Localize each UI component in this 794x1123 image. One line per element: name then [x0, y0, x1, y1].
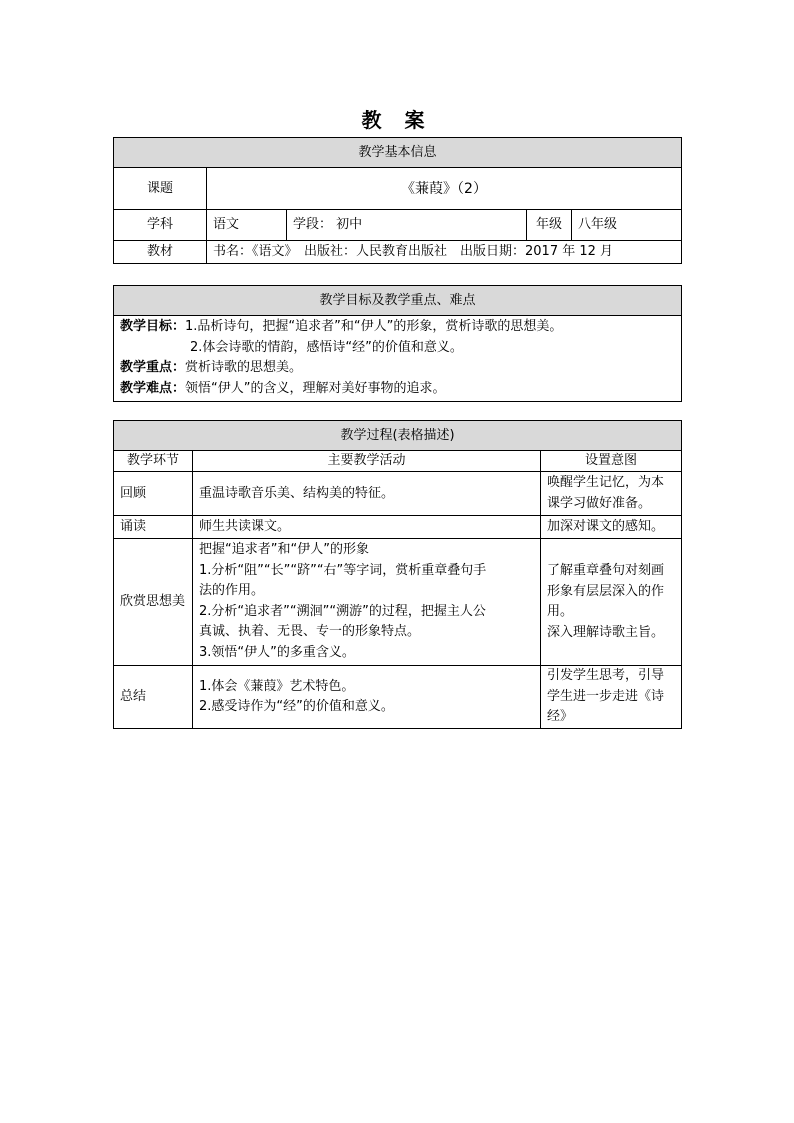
subject-label: 学科	[114, 210, 207, 241]
key-value: 赏析诗歌的思想美。	[185, 360, 303, 375]
subject-value: 语文	[207, 210, 287, 241]
process-header: 教学过程(表格描述)	[114, 421, 682, 451]
goals-table	[113, 285, 682, 402]
col-intent-header: 设置意图	[541, 451, 682, 472]
intent-cell	[541, 539, 682, 666]
activity-line: 重温诗歌音乐美、结构美的特征。	[199, 485, 395, 501]
intent-cell	[541, 666, 682, 729]
intent-line: 用。	[547, 604, 574, 619]
goals-body	[114, 316, 682, 402]
activity-line: 1.分析“阻”“长”“跻”“右”等字词，赏析重章叠句手	[199, 562, 487, 578]
intent-line: 唤醒学生记忆，为本	[547, 475, 665, 490]
activity-line: 2.分析“追求者”“溯洄”“溯游”的过程，把握主人公	[199, 603, 486, 619]
intent-line: 课学习做好准备。	[547, 495, 652, 511]
grade-value: 八年级	[572, 210, 682, 241]
basic-info-header: 教学基本信息	[114, 138, 682, 168]
intent-line: 深入理解诗歌主旨。	[547, 624, 665, 640]
intent-line: 了解重章叠句对刻画	[547, 563, 665, 578]
activity-line: 把握“追求者”和“伊人”的形象	[199, 542, 369, 557]
material-label: 教材	[114, 241, 207, 264]
activity-cell	[193, 539, 541, 666]
goal-line-2: 2.体会诗歌的情韵，感悟诗“经”的价值和意义。	[190, 339, 463, 355]
stage-cell: 诵读	[114, 516, 193, 539]
stage-cell: 欣赏思想美	[114, 539, 193, 666]
table-row	[114, 666, 682, 729]
key-label: 教学重点：	[120, 360, 186, 375]
intent-line: 形象有层层深入的作	[547, 583, 665, 599]
goal-label: 教学目标：	[120, 319, 186, 334]
stage-cell: 回顾	[114, 472, 193, 516]
intent-line: 加深对课文的感知。	[547, 519, 665, 534]
activity-line: 1.体会《蒹葭》艺术特色。	[199, 678, 355, 694]
difficulty-value: 领悟“伊人”的含义，理解对美好事物的追求。	[185, 380, 446, 396]
activity-line: 法的作用。	[199, 583, 265, 598]
activity-cell	[193, 666, 541, 729]
activity-cell	[193, 516, 541, 539]
intent-line: 学生进一步走进《诗	[547, 688, 665, 704]
intent-cell	[541, 472, 682, 516]
basic-info-table	[113, 137, 682, 264]
intent-line: 引发学生思考，引导	[547, 668, 665, 683]
activity-cell	[193, 472, 541, 516]
topic-value: 《蒹葭》（2）	[207, 168, 682, 210]
stage-label: 学段： 初中	[287, 210, 527, 241]
col-stage-header: 教学环节	[114, 451, 193, 472]
activity-line: 真诚、执着、无畏、专一的形象特点。	[199, 624, 421, 639]
goals-header: 教学目标及教学重点、难点	[114, 286, 682, 316]
activity-line: 2.感受诗作为“经”的价值和意义。	[199, 698, 394, 714]
difficulty-label: 教学难点：	[120, 380, 186, 396]
activity-line: 3.领悟“伊人”的多重含义。	[199, 644, 355, 660]
intent-line: 经》	[547, 709, 574, 724]
table-row	[114, 539, 682, 666]
process-table	[113, 420, 682, 729]
material-value: 书名：《语文》 出版社：人民教育出版社 出版日期：2017 年 12 月	[207, 241, 682, 264]
stage-cell: 总结	[114, 666, 193, 729]
page-title: 教 案	[361, 108, 433, 132]
intent-cell	[541, 516, 682, 539]
col-activity-header: 主要教学活动	[193, 451, 541, 472]
goal-line-1: 1.品析诗句，把握“追求者”和“伊人”的形象，赏析诗歌的思想美。	[185, 319, 563, 334]
activity-line: 师生共读课文。	[199, 519, 291, 534]
topic-label: 课题	[114, 168, 207, 210]
table-row	[114, 472, 682, 516]
grade-label: 年级	[527, 210, 572, 241]
table-row	[114, 516, 682, 539]
